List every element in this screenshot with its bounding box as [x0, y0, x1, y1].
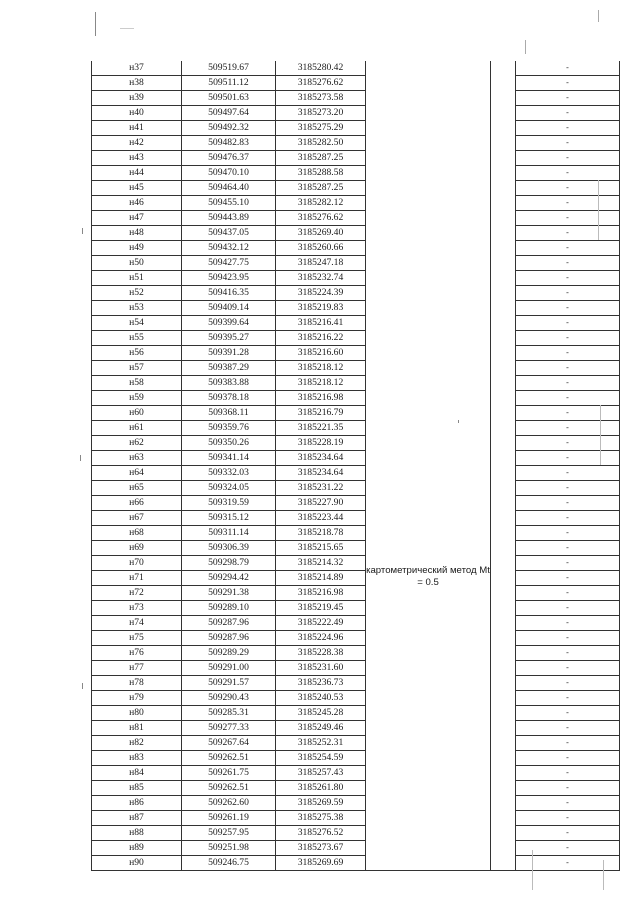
- table-row: [92, 211, 620, 226]
- table-row: [92, 151, 620, 166]
- y-coordinate-cell: 3185231.60: [276, 661, 366, 676]
- table-row: [92, 751, 620, 766]
- point-name-cell: н63: [92, 451, 182, 466]
- y-coordinate-cell: 3185224.96: [276, 631, 366, 646]
- table-row: [92, 736, 620, 751]
- coordinates-table: [91, 61, 620, 871]
- x-coordinate-cell: 509387.29: [182, 361, 276, 376]
- y-coordinate-cell: 3185219.45: [276, 601, 366, 616]
- table-row: [92, 601, 620, 616]
- point-name-cell: н49: [92, 241, 182, 256]
- y-coordinate-cell: 3185273.67: [276, 841, 366, 856]
- table-row: [92, 796, 620, 811]
- dash-cell: -: [516, 751, 620, 766]
- point-name-cell: н78: [92, 676, 182, 691]
- table-row: [92, 781, 620, 796]
- y-coordinate-cell: 3185282.12: [276, 196, 366, 211]
- x-coordinate-cell: 509262.51: [182, 751, 276, 766]
- point-name-cell: н68: [92, 526, 182, 541]
- x-coordinate-cell: 509291.00: [182, 661, 276, 676]
- y-coordinate-cell: 3185214.32: [276, 556, 366, 571]
- point-name-cell: н54: [92, 316, 182, 331]
- point-name-cell: н43: [92, 151, 182, 166]
- table-row: [92, 196, 620, 211]
- y-coordinate-cell: 3185219.83: [276, 301, 366, 316]
- y-coordinate-cell: 3185280.42: [276, 61, 366, 76]
- x-coordinate-cell: 509251.98: [182, 841, 276, 856]
- y-coordinate-cell: 3185216.98: [276, 586, 366, 601]
- table-row: [92, 136, 620, 151]
- x-coordinate-cell: 509262.51: [182, 781, 276, 796]
- dash-cell: -: [516, 841, 620, 856]
- point-name-cell: н52: [92, 286, 182, 301]
- dash-cell: -: [516, 631, 620, 646]
- table-row: [92, 376, 620, 391]
- point-name-cell: н45: [92, 181, 182, 196]
- table-row: [92, 421, 620, 436]
- y-coordinate-cell: 3185269.69: [276, 856, 366, 871]
- table-row: [92, 541, 620, 556]
- table-row: [92, 301, 620, 316]
- y-coordinate-cell: 3185227.90: [276, 496, 366, 511]
- x-coordinate-cell: 509391.28: [182, 346, 276, 361]
- y-coordinate-cell: 3185216.98: [276, 391, 366, 406]
- dash-cell: -: [516, 211, 620, 226]
- y-coordinate-cell: 3185216.22: [276, 331, 366, 346]
- y-coordinate-cell: 3185276.62: [276, 76, 366, 91]
- x-coordinate-cell: 509399.64: [182, 316, 276, 331]
- dash-cell: -: [516, 811, 620, 826]
- table-row: [92, 661, 620, 676]
- point-name-cell: н90: [92, 856, 182, 871]
- dash-cell: -: [516, 256, 620, 271]
- dash-cell: -: [516, 61, 620, 76]
- point-name-cell: н40: [92, 106, 182, 121]
- x-coordinate-cell: 509464.40: [182, 181, 276, 196]
- x-coordinate-cell: 509315.12: [182, 511, 276, 526]
- blank-column-cell: [491, 61, 516, 871]
- y-coordinate-cell: 3185214.89: [276, 571, 366, 586]
- point-name-cell: н79: [92, 691, 182, 706]
- y-coordinate-cell: 3185252.31: [276, 736, 366, 751]
- dash-cell: -: [516, 136, 620, 151]
- dash-cell: -: [516, 316, 620, 331]
- point-name-cell: н64: [92, 466, 182, 481]
- x-coordinate-cell: 509298.79: [182, 556, 276, 571]
- y-coordinate-cell: 3185276.52: [276, 826, 366, 841]
- x-coordinate-cell: 509383.88: [182, 376, 276, 391]
- dash-cell: -: [516, 346, 620, 361]
- x-coordinate-cell: 509246.75: [182, 856, 276, 871]
- point-name-cell: н77: [92, 661, 182, 676]
- table-row: [92, 451, 620, 466]
- x-coordinate-cell: 509311.14: [182, 526, 276, 541]
- table-row: [92, 466, 620, 481]
- x-coordinate-cell: 509262.60: [182, 796, 276, 811]
- coordinates-table-body: [92, 61, 620, 871]
- dash-cell: -: [516, 226, 620, 241]
- dash-cell: -: [516, 571, 620, 586]
- x-coordinate-cell: 509437.05: [182, 226, 276, 241]
- dash-cell: -: [516, 481, 620, 496]
- y-coordinate-cell: 3185215.65: [276, 541, 366, 556]
- x-coordinate-cell: 509319.59: [182, 496, 276, 511]
- dash-cell: -: [516, 736, 620, 751]
- table-row: [92, 856, 620, 871]
- dash-cell: -: [516, 271, 620, 286]
- scan-artifact: [598, 10, 599, 22]
- dash-cell: -: [516, 196, 620, 211]
- point-name-cell: н85: [92, 781, 182, 796]
- y-coordinate-cell: 3185247.18: [276, 256, 366, 271]
- x-coordinate-cell: 509501.63: [182, 91, 276, 106]
- x-coordinate-cell: 509261.19: [182, 811, 276, 826]
- point-name-cell: н74: [92, 616, 182, 631]
- point-name-cell: н38: [92, 76, 182, 91]
- scan-artifact: [603, 860, 604, 890]
- dash-cell: -: [516, 391, 620, 406]
- dash-cell: -: [516, 676, 620, 691]
- dash-cell: -: [516, 451, 620, 466]
- x-coordinate-cell: 509341.14: [182, 451, 276, 466]
- point-name-cell: н47: [92, 211, 182, 226]
- x-coordinate-cell: 509291.57: [182, 676, 276, 691]
- point-name-cell: н66: [92, 496, 182, 511]
- method-text: картометрический метод Mt = 0.5: [366, 565, 490, 588]
- y-coordinate-cell: 3185276.62: [276, 211, 366, 226]
- dash-cell: -: [516, 181, 620, 196]
- table-row: [92, 106, 620, 121]
- table-row: [92, 316, 620, 331]
- x-coordinate-cell: 509423.95: [182, 271, 276, 286]
- table-row: [92, 166, 620, 181]
- table-row: [92, 241, 620, 256]
- point-name-cell: н59: [92, 391, 182, 406]
- table-row: [92, 256, 620, 271]
- y-coordinate-cell: 3185218.12: [276, 376, 366, 391]
- point-name-cell: н84: [92, 766, 182, 781]
- x-coordinate-cell: 509455.10: [182, 196, 276, 211]
- table-row: [92, 181, 620, 196]
- y-coordinate-cell: 3185218.12: [276, 361, 366, 376]
- y-coordinate-cell: 3185224.39: [276, 286, 366, 301]
- y-coordinate-cell: 3185218.78: [276, 526, 366, 541]
- scan-artifact: [600, 405, 601, 465]
- y-coordinate-cell: 3185245.28: [276, 706, 366, 721]
- table-row: [92, 616, 620, 631]
- point-name-cell: н67: [92, 511, 182, 526]
- y-coordinate-cell: 3185261.80: [276, 781, 366, 796]
- x-coordinate-cell: 509290.43: [182, 691, 276, 706]
- point-name-cell: н60: [92, 406, 182, 421]
- x-coordinate-cell: 509261.75: [182, 766, 276, 781]
- table-row: [92, 286, 620, 301]
- x-coordinate-cell: 509470.10: [182, 166, 276, 181]
- y-coordinate-cell: 3185249.46: [276, 721, 366, 736]
- x-coordinate-cell: 509257.95: [182, 826, 276, 841]
- dash-cell: -: [516, 91, 620, 106]
- table-row: [92, 496, 620, 511]
- x-coordinate-cell: 509267.64: [182, 736, 276, 751]
- dash-cell: -: [516, 766, 620, 781]
- x-coordinate-cell: 509287.96: [182, 631, 276, 646]
- table-row: [92, 436, 620, 451]
- scan-artifact: [458, 420, 459, 423]
- scan-artifact: [525, 40, 526, 54]
- y-coordinate-cell: 3185269.40: [276, 226, 366, 241]
- x-coordinate-cell: 509511.12: [182, 76, 276, 91]
- dash-cell: -: [516, 796, 620, 811]
- x-coordinate-cell: 509409.14: [182, 301, 276, 316]
- x-coordinate-cell: 509289.29: [182, 646, 276, 661]
- dash-cell: -: [516, 781, 620, 796]
- point-name-cell: н69: [92, 541, 182, 556]
- dash-cell: -: [516, 856, 620, 871]
- point-name-cell: н48: [92, 226, 182, 241]
- y-coordinate-cell: 3185234.64: [276, 451, 366, 466]
- x-coordinate-cell: 509306.39: [182, 541, 276, 556]
- dash-cell: -: [516, 496, 620, 511]
- point-name-cell: н42: [92, 136, 182, 151]
- table-row: [92, 841, 620, 856]
- y-coordinate-cell: 3185287.25: [276, 181, 366, 196]
- y-coordinate-cell: 3185231.22: [276, 481, 366, 496]
- x-coordinate-cell: 509332.03: [182, 466, 276, 481]
- table-row: [92, 346, 620, 361]
- dash-cell: -: [516, 106, 620, 121]
- point-name-cell: н81: [92, 721, 182, 736]
- table-row: [92, 331, 620, 346]
- table-row: [92, 76, 620, 91]
- point-name-cell: н39: [92, 91, 182, 106]
- y-coordinate-cell: 3185260.66: [276, 241, 366, 256]
- dash-cell: -: [516, 526, 620, 541]
- table-row: [92, 586, 620, 601]
- point-name-cell: н55: [92, 331, 182, 346]
- scan-artifact: [95, 12, 96, 36]
- dash-cell: -: [516, 421, 620, 436]
- y-coordinate-cell: 3185236.73: [276, 676, 366, 691]
- x-coordinate-cell: 509432.12: [182, 241, 276, 256]
- dash-cell: -: [516, 151, 620, 166]
- y-coordinate-cell: 3185216.60: [276, 346, 366, 361]
- point-name-cell: н50: [92, 256, 182, 271]
- dash-cell: -: [516, 721, 620, 736]
- x-coordinate-cell: 509368.11: [182, 406, 276, 421]
- y-coordinate-cell: 3185232.74: [276, 271, 366, 286]
- point-name-cell: н41: [92, 121, 182, 136]
- dash-cell: -: [516, 661, 620, 676]
- dash-cell: -: [516, 406, 620, 421]
- table-row: [92, 391, 620, 406]
- table-row: [92, 631, 620, 646]
- y-coordinate-cell: 3185288.58: [276, 166, 366, 181]
- dash-cell: -: [516, 331, 620, 346]
- table-row: [92, 811, 620, 826]
- dash-cell: -: [516, 466, 620, 481]
- x-coordinate-cell: 509359.76: [182, 421, 276, 436]
- dash-cell: -: [516, 586, 620, 601]
- y-coordinate-cell: 3185273.20: [276, 106, 366, 121]
- point-name-cell: н61: [92, 421, 182, 436]
- point-name-cell: н57: [92, 361, 182, 376]
- point-name-cell: н71: [92, 571, 182, 586]
- y-coordinate-cell: 3185228.19: [276, 436, 366, 451]
- table-row: [92, 691, 620, 706]
- y-coordinate-cell: 3185216.41: [276, 316, 366, 331]
- x-coordinate-cell: 509289.10: [182, 601, 276, 616]
- x-coordinate-cell: 509294.42: [182, 571, 276, 586]
- y-coordinate-cell: 3185234.64: [276, 466, 366, 481]
- dash-cell: -: [516, 241, 620, 256]
- dash-cell: -: [516, 601, 620, 616]
- y-coordinate-cell: 3185282.50: [276, 136, 366, 151]
- table-row: [92, 61, 620, 76]
- y-coordinate-cell: 3185275.29: [276, 121, 366, 136]
- point-name-cell: н83: [92, 751, 182, 766]
- point-name-cell: н70: [92, 556, 182, 571]
- scan-artifact: [82, 228, 83, 234]
- table-row: [92, 826, 620, 841]
- point-name-cell: н37: [92, 61, 182, 76]
- y-coordinate-cell: 3185254.59: [276, 751, 366, 766]
- x-coordinate-cell: 509492.32: [182, 121, 276, 136]
- dash-cell: -: [516, 301, 620, 316]
- table-row: [92, 481, 620, 496]
- dash-cell: -: [516, 286, 620, 301]
- y-coordinate-cell: 3185216.79: [276, 406, 366, 421]
- dash-cell: -: [516, 691, 620, 706]
- x-coordinate-cell: 509443.89: [182, 211, 276, 226]
- y-coordinate-cell: 3185257.43: [276, 766, 366, 781]
- point-name-cell: н62: [92, 436, 182, 451]
- x-coordinate-cell: 509285.31: [182, 706, 276, 721]
- dash-cell: -: [516, 511, 620, 526]
- point-name-cell: н88: [92, 826, 182, 841]
- point-name-cell: н53: [92, 301, 182, 316]
- point-name-cell: н65: [92, 481, 182, 496]
- dash-cell: -: [516, 76, 620, 91]
- x-coordinate-cell: 509519.67: [182, 61, 276, 76]
- table-row: [92, 91, 620, 106]
- table-row: [92, 361, 620, 376]
- scan-artifact: [598, 180, 599, 240]
- scan-artifact: [82, 683, 83, 689]
- scan-artifact: [120, 28, 134, 29]
- point-name-cell: н86: [92, 796, 182, 811]
- table-row: [92, 676, 620, 691]
- dash-cell: -: [516, 166, 620, 181]
- y-coordinate-cell: 3185223.44: [276, 511, 366, 526]
- x-coordinate-cell: 509287.96: [182, 616, 276, 631]
- dash-cell: -: [516, 616, 620, 631]
- table-row: [92, 121, 620, 136]
- x-coordinate-cell: 509277.33: [182, 721, 276, 736]
- point-name-cell: н72: [92, 586, 182, 601]
- x-coordinate-cell: 509350.26: [182, 436, 276, 451]
- point-name-cell: н51: [92, 271, 182, 286]
- table-row: [92, 571, 620, 586]
- dash-cell: -: [516, 376, 620, 391]
- point-name-cell: н82: [92, 736, 182, 751]
- table-row: [92, 271, 620, 286]
- x-coordinate-cell: 509291.38: [182, 586, 276, 601]
- scan-artifact: [80, 455, 81, 461]
- y-coordinate-cell: 3185240.53: [276, 691, 366, 706]
- dash-cell: -: [516, 826, 620, 841]
- point-name-cell: н89: [92, 841, 182, 856]
- table-row: [92, 721, 620, 736]
- x-coordinate-cell: 509416.35: [182, 286, 276, 301]
- y-coordinate-cell: 3185275.38: [276, 811, 366, 826]
- x-coordinate-cell: 509324.05: [182, 481, 276, 496]
- y-coordinate-cell: 3185273.58: [276, 91, 366, 106]
- table-row: [92, 226, 620, 241]
- dash-cell: -: [516, 646, 620, 661]
- table-row: [92, 556, 620, 571]
- dash-cell: -: [516, 556, 620, 571]
- dash-cell: -: [516, 706, 620, 721]
- x-coordinate-cell: 509497.64: [182, 106, 276, 121]
- table-row: [92, 511, 620, 526]
- dash-cell: -: [516, 541, 620, 556]
- y-coordinate-cell: 3185221.35: [276, 421, 366, 436]
- y-coordinate-cell: 3185222.49: [276, 616, 366, 631]
- table-row: [92, 766, 620, 781]
- dash-cell: -: [516, 436, 620, 451]
- y-coordinate-cell: 3185287.25: [276, 151, 366, 166]
- table-row: [92, 646, 620, 661]
- table-row: [92, 706, 620, 721]
- x-coordinate-cell: 509476.37: [182, 151, 276, 166]
- y-coordinate-cell: 3185269.59: [276, 796, 366, 811]
- y-coordinate-cell: 3185228.38: [276, 646, 366, 661]
- x-coordinate-cell: 509482.83: [182, 136, 276, 151]
- point-name-cell: н73: [92, 601, 182, 616]
- x-coordinate-cell: 509395.27: [182, 331, 276, 346]
- table-row: [92, 526, 620, 541]
- point-name-cell: н44: [92, 166, 182, 181]
- point-name-cell: н58: [92, 376, 182, 391]
- point-name-cell: н87: [92, 811, 182, 826]
- point-name-cell: н80: [92, 706, 182, 721]
- method-cell: [366, 61, 491, 871]
- point-name-cell: н56: [92, 346, 182, 361]
- point-name-cell: н46: [92, 196, 182, 211]
- scan-artifact: [532, 850, 533, 890]
- dash-cell: -: [516, 361, 620, 376]
- x-coordinate-cell: 509427.75: [182, 256, 276, 271]
- x-coordinate-cell: 509378.18: [182, 391, 276, 406]
- dash-cell: -: [516, 121, 620, 136]
- point-name-cell: н75: [92, 631, 182, 646]
- table-row: [92, 406, 620, 421]
- point-name-cell: н76: [92, 646, 182, 661]
